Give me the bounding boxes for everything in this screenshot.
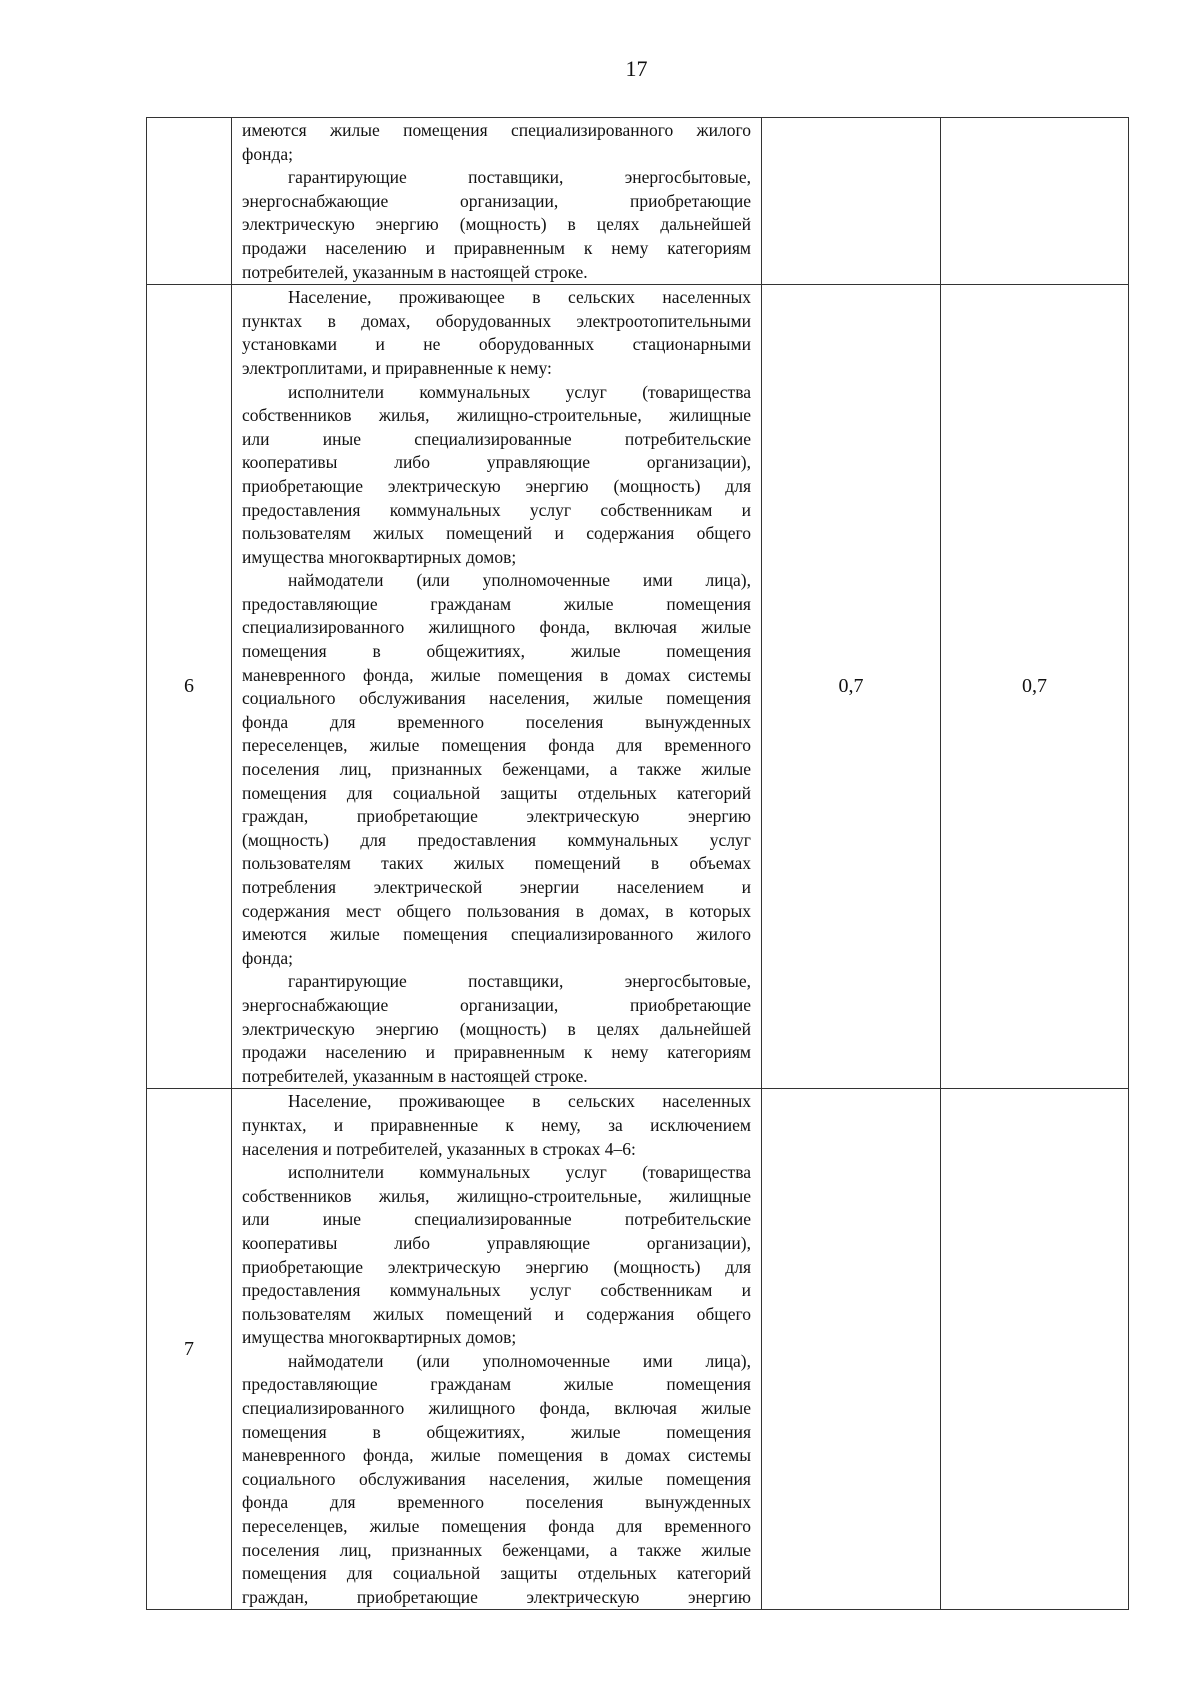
- text-line: кооперативы либо управляющие организации),: [242, 452, 751, 473]
- value-cell-1: [762, 1089, 941, 1610]
- text-line: электроплитами, и приравненные к нему:: [242, 357, 552, 378]
- text-line: приобретающие электрическую энергию (мощность) для: [242, 475, 751, 496]
- text-line: наймодатели (или уполномоченные ими лица),: [288, 570, 751, 591]
- text-line: специализированного жилищного фонда, включая жилые: [242, 1398, 751, 1419]
- text-line: наймодатели (или уполномоченные ими лица),: [288, 1350, 751, 1371]
- text-line: приобретающие электрическую энергию (мощность) для: [242, 1256, 751, 1277]
- text-line: фонда;: [242, 143, 293, 164]
- text-line: переселенцев, жилые помещения фонда для временного: [242, 1516, 751, 1537]
- text-line: фонда для временного поселения вынужденных: [242, 1492, 751, 1513]
- text-line: поселения лиц, признанных беженцами, а также жилые: [242, 759, 751, 780]
- text-line: переселенцев, жилые помещения фонда для временного: [242, 735, 751, 756]
- text-line: граждан, приобретающие электрическую энергию: [242, 1586, 751, 1607]
- text-line: исполнители коммунальных услуг (товарищества: [288, 381, 751, 402]
- text-line: гарантирующие поставщики, энергосбытовые,: [288, 167, 751, 188]
- text-line: (мощность) для предоставления коммунальных услуг: [242, 829, 751, 850]
- text-line: граждан, приобретающие электрическую энергию: [242, 806, 751, 827]
- text-line: энергоснабжающие организации, приобретающие: [242, 190, 751, 211]
- text-line: маневренного фонда, жилые помещения в домах системы: [242, 664, 751, 685]
- text-line: помещения для социальной защиты отдельных категорий: [242, 1563, 751, 1584]
- text-line: или иные специализированные потребительские: [242, 428, 751, 449]
- text-line: населения и потребителей, указанных в строках 4–6:: [242, 1138, 636, 1159]
- page-number: 17: [625, 56, 648, 81]
- row-description-cell: [232, 1089, 762, 1610]
- text-line: маневренного фонда, жилые помещения в домах системы: [242, 1445, 751, 1466]
- text-line: помещения для социальной защиты отдельных категорий: [242, 782, 751, 803]
- value-cell-2: [941, 118, 1129, 285]
- text-line: продажи населению и приравненным к нему категориям: [242, 1042, 751, 1063]
- text-line: пунктах, и приравненные к нему, за исключением: [242, 1114, 751, 1135]
- text-line: пользователям жилых помещений и содержания общего: [242, 1303, 751, 1324]
- text-line: кооперативы либо управляющие организации),: [242, 1232, 751, 1253]
- text-line: собственников жилья, жилищно-строительные, жилищные: [242, 405, 751, 426]
- text-line: фонда;: [242, 947, 293, 968]
- row-number-cell: 6: [147, 285, 232, 1089]
- row-number-cell: [147, 118, 232, 285]
- text-line: энергоснабжающие организации, приобретающие: [242, 994, 751, 1015]
- text-line: электрическую энергию (мощность) в целях дальнейшей: [242, 1018, 751, 1039]
- row-number-cell: 7: [147, 1089, 232, 1610]
- text-line: продажи населению и приравненным к нему категориям: [242, 237, 751, 258]
- text-line: имущества многоквартирных домов;: [242, 546, 517, 567]
- text-line: потребителей, указанным в настоящей строке.: [242, 1065, 588, 1086]
- text-line: пунктах в домах, оборудованных электроотопительными: [242, 310, 751, 331]
- text-line: предоставляющие гражданам жилые помещения: [242, 1374, 751, 1395]
- text-line: фонда для временного поселения вынужденных: [242, 711, 751, 732]
- text-line: социального обслуживания населения, жилые помещения: [242, 688, 751, 709]
- text-line: предоставляющие гражданам жилые помещения: [242, 593, 751, 614]
- table-row: [147, 1089, 1129, 1610]
- text-line: или иные специализированные потребительские: [242, 1209, 751, 1230]
- value-cell-2: [941, 1089, 1129, 1610]
- text-line: Население, проживающее в сельских населенных: [288, 287, 751, 308]
- text-line: потребления электрической энергии населением и: [242, 877, 751, 897]
- text-line: предоставления коммунальных услуг собственникам и: [242, 499, 751, 520]
- text-line: исполнители коммунальных услуг (товарищества: [288, 1162, 751, 1183]
- text-line: установками и не оборудованных стационарными: [242, 334, 751, 355]
- text-line: потребителей, указанным в настоящей строке.: [242, 261, 588, 282]
- text-line: специализированного жилищного фонда, включая жилые: [242, 617, 751, 638]
- text-line: пользователям жилых помещений и содержания общего: [242, 523, 751, 544]
- text-line: имеются жилые помещения специализированного жилого: [242, 924, 751, 945]
- value-cell-2: 0,7: [941, 285, 1129, 1089]
- text-line: имеются жилые помещения специализированного жилого: [242, 120, 751, 140]
- value-cell-1: 0,7: [762, 285, 941, 1089]
- text-line: собственников жилья, жилищно-строительные, жилищные: [242, 1185, 751, 1206]
- text-line: электрическую энергию (мощность) в целях дальнейшей: [242, 214, 751, 235]
- tariff-table: [146, 117, 1129, 1610]
- text-line: поселения лиц, признанных беженцами, а также жилые: [242, 1539, 751, 1560]
- table-row: [147, 118, 1129, 285]
- text-line: содержания мест общего пользования в домах, в которых: [242, 900, 751, 921]
- text-line: помещения в общежитиях, жилые помещения: [242, 641, 751, 662]
- row-description-cell: [232, 118, 762, 285]
- text-line: пользователям таких жилых помещений в объемах: [242, 853, 751, 874]
- text-line: Население, проживающее в сельских населенных: [288, 1091, 751, 1112]
- row-description-cell: [232, 285, 762, 1089]
- text-line: помещения в общежитиях, жилые помещения: [242, 1421, 751, 1442]
- value-cell-1: [762, 118, 941, 285]
- text-line: предоставления коммунальных услуг собственникам и: [242, 1280, 751, 1301]
- text-line: гарантирующие поставщики, энергосбытовые,: [288, 971, 751, 992]
- text-line: имущества многоквартирных домов;: [242, 1327, 517, 1348]
- table-row: [147, 285, 1129, 1089]
- text-line: социального обслуживания населения, жилые помещения: [242, 1468, 751, 1489]
